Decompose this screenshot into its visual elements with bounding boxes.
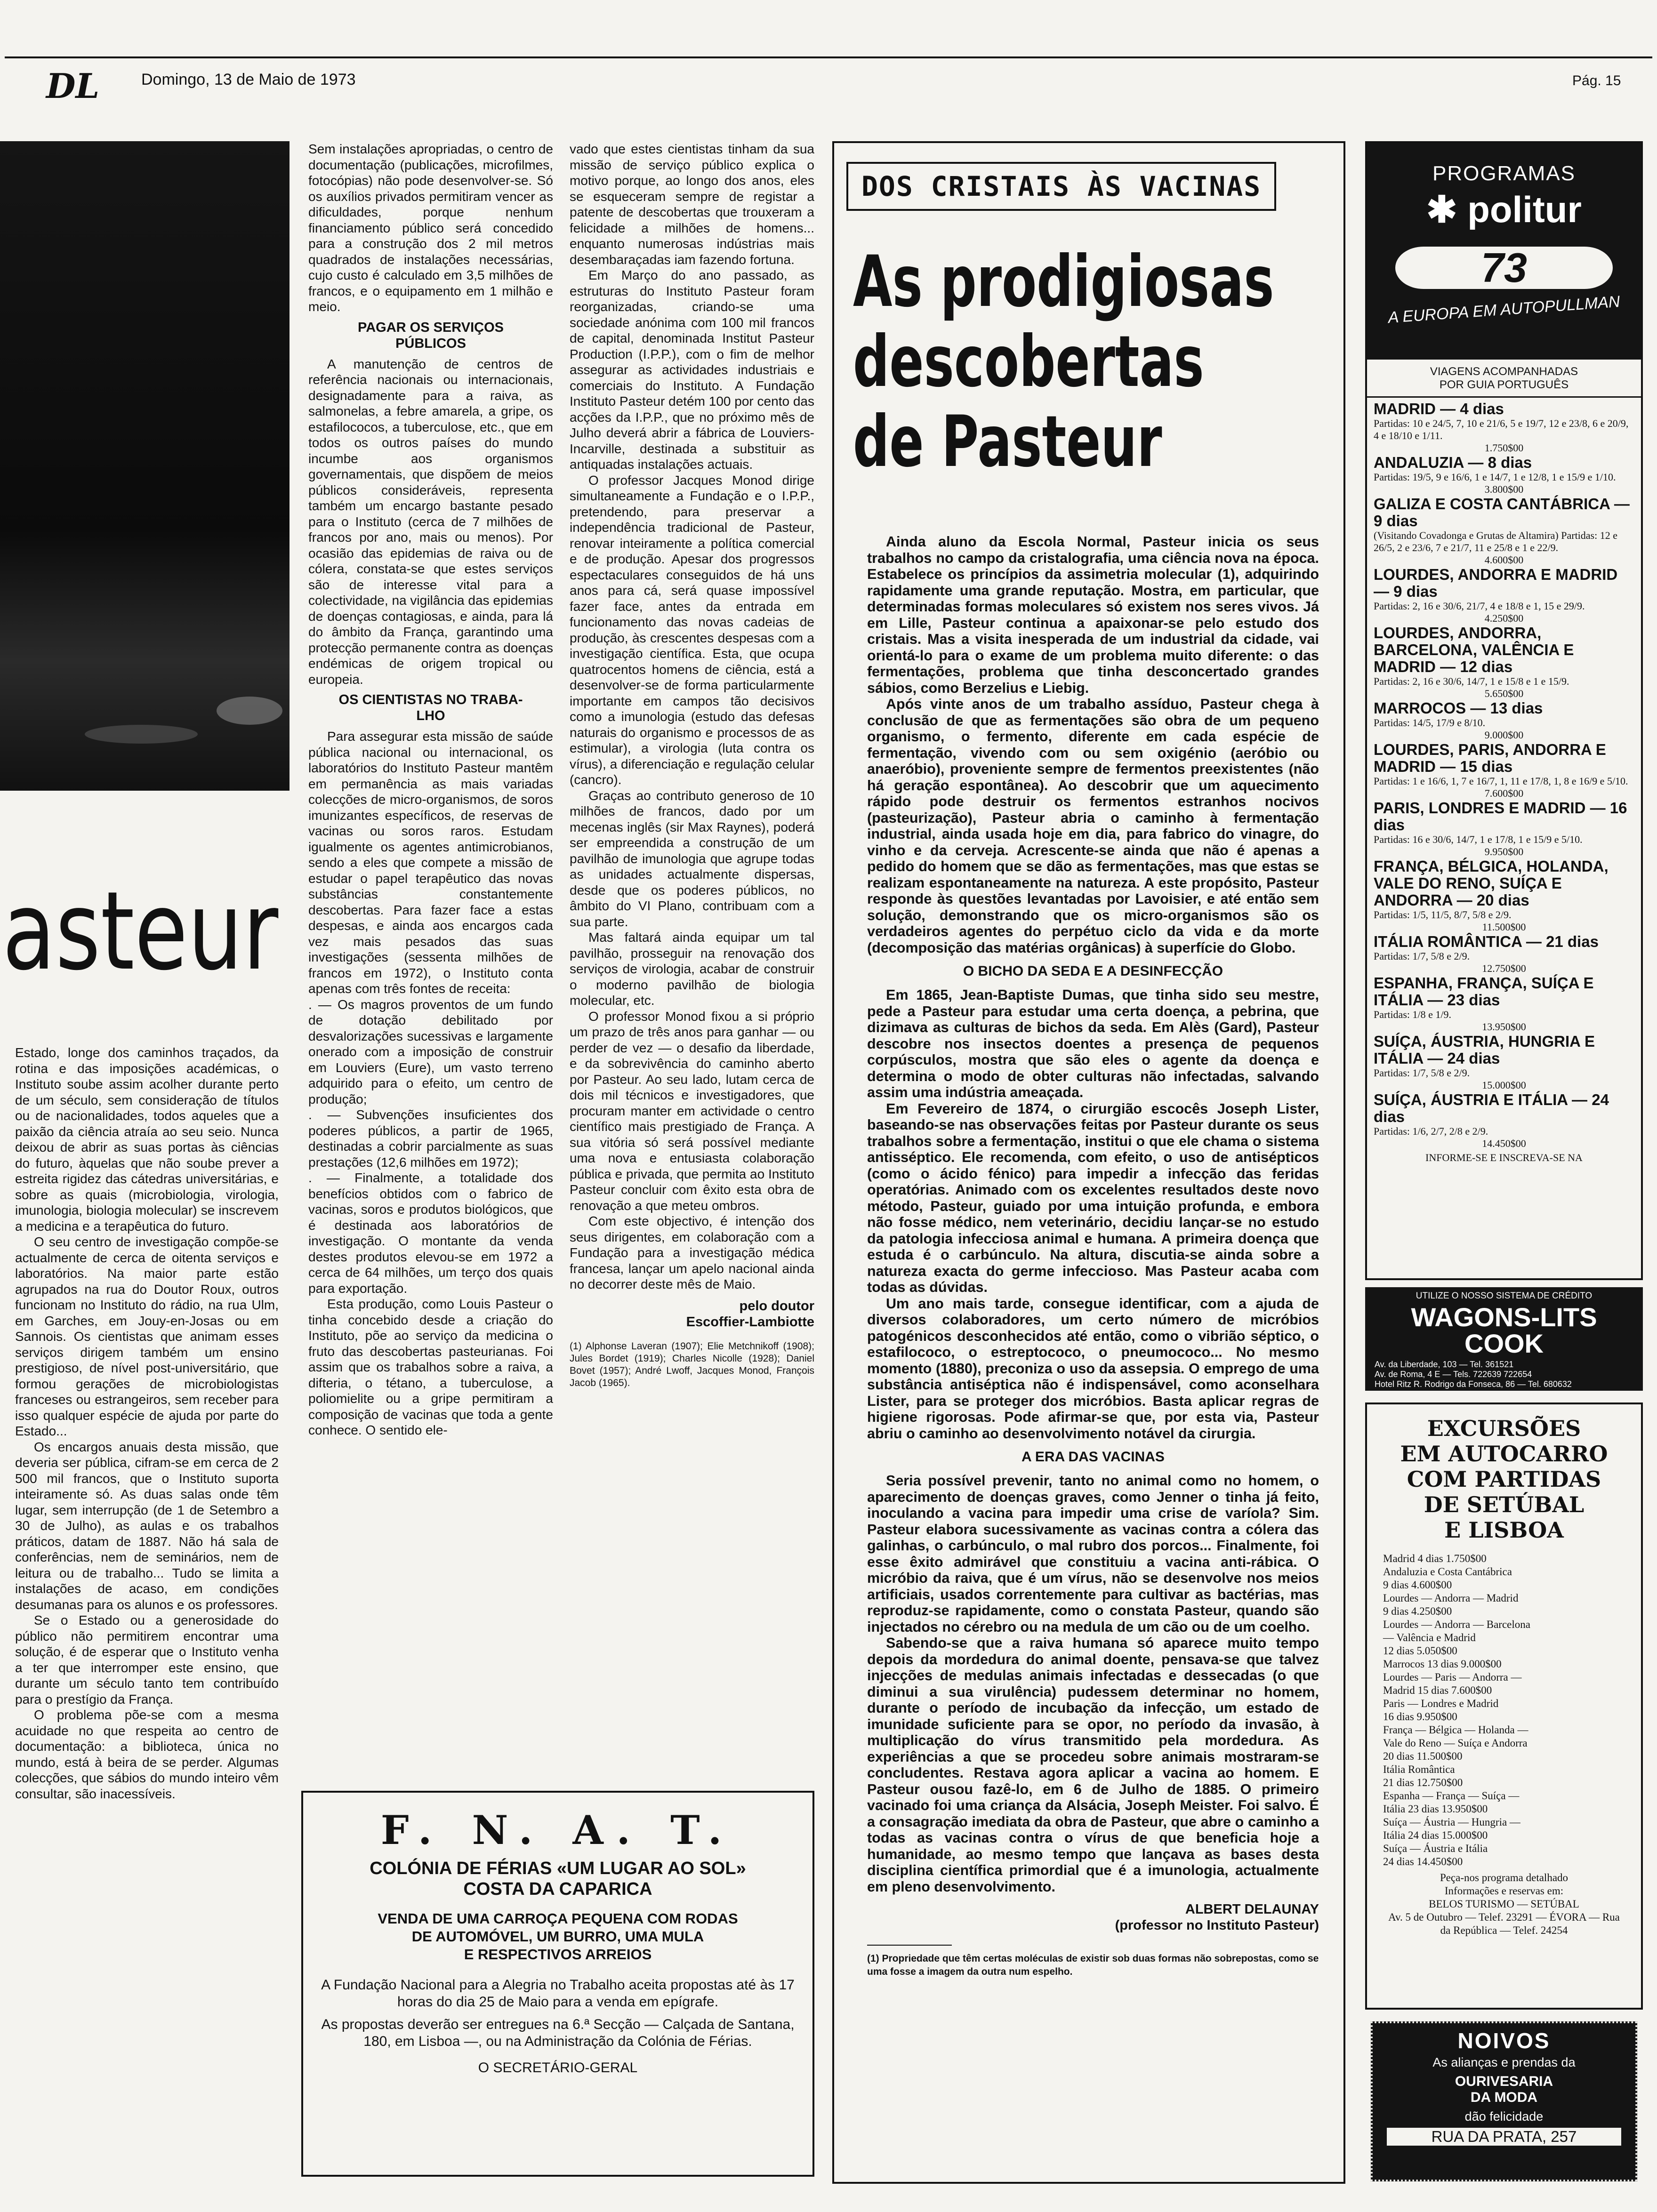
byline: pelo doutor Escoffier-Lambiotte	[686, 1298, 814, 1330]
paragraph: O professor Jacques Monod dirige simultaneamente a Fundação e o I.P.P., pretendendo, para preservar a independência tradicional de Pasteur, renovar inteiramente a política comercial e de produção. Apesar dos progressos espectaculares conseguidos de há uns anos para cá, será quase impossível fazer face, antes da entrada em funcionamento das novas cadeias de produção, às crescentes despesas com a investigação científica. Esta, que ocupa quatrocentos homens de ciência, está a desenvolver-se de forma particularmente importante em campos tão decisivos como a imunologia (estudo das defesas naturais do organismo e processos de as estimular), a virologia (luta contra os vírus), a diferenciação e regulação celular (cancro).	[570, 473, 814, 787]
kicker: DOS CRISTAIS ÀS VACINAS	[861, 170, 1262, 202]
wagons-brand: WAGONS-LITS	[1411, 1302, 1597, 1332]
column-2	[308, 141, 553, 1438]
excursion-row: Marrocos 13 dias 9.000$00	[1383, 1658, 1502, 1670]
paragraph: Se o Estado ou a generosidade do público não permitirem encontrar uma solução, é de esperar que o Instituto venha a ter que interromper este ensino, que durante um século tanto tem contribuído para o prestígio da França.	[15, 1613, 279, 1707]
trip-name: PARIS, LONDRES E MADRID — 16 dias	[1374, 799, 1627, 834]
trip-dates: Partidas: 2, 16 e 30/6, 21/7, 4 e 18/8 e 1, 15 e 29/9.	[1374, 600, 1585, 612]
excursoes-title: EXCURSÕES EM AUTOCARRO COM PARTIDAS DE SETÚBAL E LISBOA	[1400, 1416, 1608, 1543]
trip-price: 4.250$00	[1484, 612, 1524, 624]
noivos-shop: OURIVESARIA DA MODA	[1455, 2074, 1553, 2105]
trip-price: 14.450$00	[1482, 1138, 1526, 1149]
trip-name: GALIZA E COSTA CANTÁBRICA — 9 dias	[1374, 495, 1630, 529]
fnat-signature: O SECRETÁRIO-GERAL	[478, 2060, 638, 2076]
column-3	[570, 141, 814, 1389]
headline-fragment: asteur	[2, 869, 279, 994]
trip-price: 13.950$00	[1482, 1021, 1526, 1033]
trip-dates: Partidas: 16 e 30/6, 14/7, 1 e 17/8, 1 e 15/9 e 5/10.	[1374, 834, 1583, 845]
trip-price: 4.600$00	[1484, 554, 1524, 566]
trip-dates: Partidas: 2, 16 e 30/6, 14/7, 1 e 15/8 e 1 e 15/9.	[1374, 675, 1569, 687]
wagons-lits-ad	[1365, 1287, 1643, 1391]
trip-price: 15.000$00	[1482, 1079, 1526, 1091]
column-1	[15, 1045, 279, 1802]
page-number: Pág. 15	[1572, 73, 1621, 88]
trip-item	[1374, 858, 1634, 933]
paragraph: Em Março do ano passado, as estruturas do Instituto Pasteur foram reorganizadas, criando-se uma sociedade anónima com 100 mil francos de capital, denominada Institut Pasteur Production (I.P.P.), com o fim de melhor assegurar as actividades industriais e comerciais do Instituto. A Fundação Instituto Pasteur detém 100 por cento das acções da I.P.P., que no próximo mês de Julho deverá abrir a fábrica de Louviers-Incarville, destinada a substituir as antiquadas instalações actuais.	[570, 268, 814, 472]
paragraph: Sabendo-se que a raiva humana só aparece muito tempo depois da mordedura do animal doente, pensava-se que talvez injecções de medulas animais infectadas e dessecadas (o que diminui a sua virulência) pudessem determinar no homem, durante o período de incubação da infecção, um estado de imunidade suficiente para se opor, no período da invasão, à multiplicação do vírus transmitido pela mordedura. As experiências a que se procedeu sobre animais mostraram-se concludentes. Restava agora aplicar a vacina ao homem. E Pasteur ousou fazê-lo, em 6 de Julho de 1885. O primeiro vacinado foi uma criança da Alsácia, Joseph Meister. Foi salvo. É a consagração imediata da obra de Pasteur, que abre o caminho a todas as vacinas contra o vírus de que beneficia hoje a humanidade, ao mesmo tempo que lançava as bases desta disciplina científica primordial que é a imunologia, actualmente em pleno desenvolvimento.	[867, 1635, 1319, 1895]
lead-paragraph: Ainda aluno da Escola Normal, Pasteur inicia os seus trabalhos no campo da cristalografia, uma ciência nova na época. Estabelece os princípios da assimetria molecular (1), adquirindo rapidamente uma grande reputação. Mostra, em particular, que determinadas formas moleculares só existem nos seres vivos. Já em Lille, Pasteur continua a apaixonar-se pelo estudo dos cristais. Mas a visita inesperada de um industrial da cidade, vai orientá-lo para o exame de um problema muito diferente: o das fermentações, problema que tinha desconcertado grandes sábios, como Berzelius e Liebig.	[867, 534, 1319, 696]
excursion-row: Lourdes — Andorra — Barcelona — Valência e Madrid 12 dias 5.050$00	[1383, 1619, 1530, 1657]
paragraph: Os encargos anuais desta missão, que deveria ser pública, cifram-se em cerca de 2 500 mil francos, que o Instituto suporta inteiramente só. As duas salas onde têm lugar, sem interrupção (de 1 de Setembro a 30 de Julho), as aulas e os trabalhos práticos, datam de 1887. Não há sala de conferências, nem de seminários, nem de leitura ou de trabalho... Tudo se limita a instalações de acaso, em condições desumanas para os alunos e os professores.	[15, 1439, 279, 1612]
wagons-top: UTILIZE O NOSSO SISTEMA DE CRÉDITO	[1416, 1291, 1593, 1301]
article-body	[867, 534, 1319, 1979]
excursion-row: Itália Romântica 21 dias 12.750$00	[1383, 1763, 1463, 1788]
paragraph: A manutenção de centros de referência nacionais ou internacionais, designadamente para a raiva, as salmonelas, a febre amarela, a gripe, os estafilococos, a tuberculose, etc., que em todos os outros países do mundo incumbe aos organismos governamentais, que dispõem de meios públicos consideráveis, representa também um encargo bastante pesado para o Instituto (cerca de 7 milhões de francos por ano, mais ou menos). Por ocasião das epidemias de raiva ou de cólera, constata-se que estes serviços são de interesse vital para a colectividade, na vigilância das epidemias de doenças contagiosas, e ainda, para lá do âmbito da França, garantindo uma protecção permanente contra as doenças endémicas de origem tropical ou europeia.	[308, 356, 553, 687]
issue-date: Domingo, 13 de Maio de 1973	[141, 71, 356, 88]
trip-dates: Partidas: 1/5, 11/5, 8/7, 5/8 e 2/9.	[1374, 909, 1512, 921]
subheading: A ERA DAS VACINAS	[1022, 1449, 1165, 1465]
paragraph: . — Subvenções insuficientes dos poderes públicos, a partir de 1965, destinadas a cobrir parcialmente as suas prestações (12,6 milhões em 1972);	[308, 1107, 553, 1170]
wagons-address: Av. de Roma, 4 E — Tels. 722639 722654	[1375, 1370, 1532, 1379]
trip-dates: Partidas: 1 e 16/6, 1, 7 e 16/7, 1, 11 e 17/8, 1, 8 e 16/9 e 5/10.	[1374, 775, 1628, 787]
paragraph: . — Os magros proventos de um fundo de dotação debilitado por desvalorizações sucessivas e largamente onerado com a imposição de construir em Louviers (Eure), um vasto terreno adquirido para o efeito, um centro de produção;	[308, 997, 553, 1106]
fnat-ad	[301, 1791, 814, 2177]
trip-dates: Partidas: 10 e 24/5, 7, 10 e 21/6, 5 e 19/7, 12 e 23/8, 6 e 20/9, 4 e 18/10 e 1/11.	[1374, 417, 1629, 441]
trip-dates: (Visitando Covadonga e Grutas de Altamira) Partidas: 12 e 26/5, 2 e 23/6, 7 e 21/7, 11 e 25/8 e 1 e 22/9.	[1374, 529, 1617, 553]
subheading: O BICHO DA SEDA E A DESINFECÇÃO	[963, 963, 1223, 979]
newspaper-logo: DL	[46, 66, 100, 106]
politur-footer: INFORME-SE E INSCREVA-SE NA	[1425, 1152, 1583, 1163]
politur-sub: VIAGENS ACOMPANHADAS POR GUIA PORTUGUÊS	[1430, 365, 1578, 391]
noivos-text: As alianças e prendas da	[1432, 2055, 1576, 2069]
trip-price: 7.600$00	[1484, 787, 1524, 799]
trip-price: 9.950$00	[1484, 846, 1524, 858]
trip-dates: Partidas: 1/7, 5/8 e 2/9.	[1374, 1067, 1470, 1079]
year-badge: 73	[1395, 247, 1613, 289]
trip-item	[1374, 975, 1634, 1033]
trip-item	[1374, 401, 1634, 454]
pasteur-article	[832, 141, 1345, 2184]
brand-name: politur	[1467, 189, 1582, 230]
trip-name: FRANÇA, BÉLGICA, HOLANDA, VALE DO RENO, SUÍÇA E ANDORRA — 20 dias	[1374, 858, 1609, 909]
trip-item	[1374, 454, 1634, 496]
footnote: (1) Propriedade que têm certas moléculas de existir sob duas formas não sobrepostas, como se uma fosse a imagem da outra num espelho.	[867, 1953, 1319, 1977]
headline: As prodigiosas descobertas de Pasteur	[853, 241, 1274, 483]
trip-dates: Partidas: 19/5, 9 e 16/6, 1 e 14/7, 1 e 12/8, 1 e 15/9 e 1/10.	[1374, 471, 1616, 483]
paragraph: Sem instalações apropriadas, o centro de documentação (publicações, microfilmes, fotocópias) não pode desenvolver-se. Só os auxílios privados permitiram vencer as dificuldades, porque nenhum financiamento público será concedido para a construção dos 2 mil metros quadrados de instalações necessárias, cujo custo é calculado em 3,5 milhões de francos, e o equipamento em 1 milhão e meio.	[308, 142, 553, 314]
paragraph: Com este objectivo, é intenção dos seus dirigentes, em colaboração com a Fundação para a investigação médica francesa, lançar um apelo nacional ainda no decorrer deste mês de Maio.	[570, 1214, 814, 1291]
paragraph: . — Finalmente, a totalidade dos benefícios obtidos com o fabrico de vacinas, soros e produtos biológicos, que é destinada aos laboratórios de investigação. O montante da venda destes produtos elevou-se em 1972 a cerca de 64 milhões, um terço dos quais para exportação.	[308, 1170, 553, 1296]
noivos-text: dão felicidade	[1464, 2109, 1544, 2124]
wagons-address: Av. da Liberdade, 103 — Tel. 361521	[1375, 1360, 1514, 1369]
author-name: ALBERT DELAUNAY	[1185, 1902, 1319, 1917]
slogan: A EUROPA EM AUTOPULLMAN	[1387, 292, 1621, 327]
noivos-ad	[1371, 2021, 1637, 2181]
trip-dates: Partidas: 1/6, 2/7, 2/8 e 2/9.	[1374, 1125, 1488, 1137]
fnat-heading: COLÓNIA DE FÉRIAS «UM LUGAR AO SOL»	[370, 1859, 746, 1878]
paragraph: Seria possível prevenir, tanto no animal como no homem, o aparecimento de doenças graves, como Jenner o tinha já feito, inoculando a vacina para impedir uma crise de varíola? Sim. Pasteur elabora sucessivamente as vacinas contra a cólera das galinhas, o carbúnculo, o mal rubro dos porcos... Finalmente, foi esse êxito admirável que constituiu a vacina anti-rábica. O micróbio da raiva, que é um vírus, não se desenvolve nos meios artificiais, usados correntemente para cultivar as bactérias, mas reproduz-se rapidamente, como o constata Pasteur, quando são injectados no cérebro ou na medula de um cão ou de um coelho.	[867, 1473, 1319, 1635]
subheading: OS CIENTISTAS NO TRABA- LHO	[338, 692, 523, 723]
trip-name: ESPANHA, FRANÇA, SUÍÇA E ITÁLIA — 23 dias	[1374, 974, 1594, 1009]
kicker-box	[846, 162, 1276, 211]
trip-item	[1374, 566, 1634, 625]
programas-label: PROGRAMAS	[1432, 162, 1576, 185]
excursion-row: Lourdes — Andorra — Madrid 9 dias 4.250$00	[1383, 1592, 1519, 1617]
paragraph: vado que estes cientistas tinham da sua missão de serviço público explica o motivo porque, ao longo dos anos, eles se esqueceram sempre de registar a patente de descobertas que trouxeram a felicidade a milhões de homens... enquanto numerosas indústrias mais desembaraçadas iam fazendo fortuna.	[570, 142, 814, 267]
wagons-address: Hotel Ritz R. Rodrigo da Fonseca, 86 — Tel. 680632	[1375, 1379, 1572, 1389]
fnat-title: F. N. A. T.	[380, 1807, 735, 1853]
trip-price: 1.750$00	[1484, 442, 1524, 454]
trip-item	[1374, 625, 1634, 700]
paragraph: Mas faltará ainda equipar um tal pavilhão, prosseguir na renovação dos serviços de virologia, acabar de construir o moderno pavilhão de biologia molecular, etc.	[570, 930, 814, 1008]
fnat-paragraph: As propostas deverão ser entregues na 6.ª Secção — Calçada de Santana, 180, em Lisboa —, ou na Administração da Colónia de Férias.	[321, 2017, 795, 2049]
paragraph: Graças ao contributo generoso de 10 milhões de francos, dado por um mecenas inglês (sir Max Raynes), poderá ser empreendida a construção de um pavilhão de imunologia que agrupe todas as unidades actualmente dispersas, desde que os poderes públicos, no âmbito do VI Plano, contribuam com a sua parte.	[570, 788, 814, 929]
politur-ad	[1365, 141, 1643, 1280]
trip-name: LOURDES, ANDORRA E MADRID — 9 dias	[1374, 566, 1618, 600]
trip-item	[1374, 800, 1634, 858]
politur-list	[1367, 396, 1641, 1164]
trip-dates: Partidas: 1/7, 5/8 e 2/9.	[1374, 950, 1470, 962]
excursion-row: Andaluzia e Costa Cantábrica 9 dias 4.600$00	[1383, 1566, 1512, 1591]
excursoes-list	[1383, 1552, 1625, 1868]
paragraph: Em 1865, Jean-Baptiste Dumas, que tinha sido seu mestre, pede a Pasteur para estudar uma certa doença, a pebrina, que dizimava as culturas de bichos da seda. Em Alès (Gard), Pasteur descobre nos insectos doentes a presença de pequenos corpúsculos, mostra que são eles o agente da doença e determina o modo de obter culturas não infectadas, salvando assim uma indústria ameaçada.	[867, 987, 1319, 1100]
fnat-heading: COSTA DA CAPARICA	[463, 1879, 652, 1899]
author-role: (professor no Instituto Pasteur)	[1115, 1918, 1319, 1933]
excursion-row: Paris — Londres e Madrid 16 dias 9.950$00	[1383, 1698, 1499, 1723]
paragraph: O professor Monod fixou a si próprio um prazo de três anos para ganhar — ou perder de vez — o desafio da liberdade, e da sobrevivência do caminho aberto por Pasteur. Ao seu lado, lutam cerca de dois mil técnicos e investigadores, que procuram manter em actividade o centro científico mais prestigiado de França. A sua vitória só será possível mediante uma nova e entusiasta colaboração pública e privada, que permita ao Instituto Pasteur concluir com êxito esta obra de renovação a que meteu ombros.	[570, 1009, 814, 1213]
excursion-row: França — Bélgica — Holanda — Vale do Reno — Suíça e Andorra 20 dias 11.500$00	[1383, 1724, 1528, 1762]
trip-price: 11.500$00	[1482, 921, 1526, 933]
fnat-paragraph: A Fundação Nacional para a Alegria no Trabalho aceita propostas até às 17 horas do dia 25 de Maio para a venda em epígrafe.	[321, 1977, 795, 2010]
subheading: PAGAR OS SERVIÇOS PÚBLICOS	[358, 320, 504, 351]
trip-price: 12.750$00	[1482, 962, 1526, 974]
excursion-row: Lourdes — Paris — Andorra — Madrid 15 dias 7.600$00	[1383, 1671, 1522, 1696]
trip-item	[1374, 700, 1634, 741]
trip-item	[1374, 741, 1634, 800]
footnote: (1) Alphonse Laveran (1907); Elie Metchnikoff (1908); Jules Bordet (1919); Charles Nicolle (1928); Daniel Bovet (1957); André Lwoff, Jacques Monod, François Jacob (1965).	[570, 1340, 814, 1388]
excursoes-ad	[1365, 1403, 1643, 2010]
paragraph: Em Fevereiro de 1874, o cirurgião escocês Joseph Lister, baseando-se nas observações feitas por Pasteur durante os seus trabalhos sobre a fermentação, institui o que ele chama o sistema antisséptico. Ele recomenda, com efeito, o uso de antisépticos (como o ácido fénico) para impedir a infecção das feridas operatórias. Animado com os excelentes resultados deste novo método, Pasteur, guiado por uma intuição profunda, e embora não fosse médico, nem veterinário, decidiu lançar-se no estudo da patologia infecciosa animal e humana. A primeira doença que estuda é o carbúnculo. Na altura, discutia-se ainda sobre a natureza exacta do germe infeccioso. Mas Pasteur acaba com todas as dúvidas.	[867, 1100, 1319, 1295]
trip-price: 3.800$00	[1484, 483, 1524, 495]
trip-item	[1374, 1033, 1634, 1091]
politur-banner	[1367, 143, 1641, 360]
trip-name: SUÍÇA, ÁUSTRIA, HUNGRIA E ITÁLIA — 24 dias	[1374, 1033, 1595, 1067]
trip-name: ITÁLIA ROMÂNTICA — 21 dias	[1374, 933, 1599, 950]
trip-item	[1374, 1091, 1634, 1150]
excursion-row: Suíça — Áustria — Hungria — Itália 24 dias 15.000$00	[1383, 1816, 1520, 1841]
trip-item	[1374, 933, 1634, 975]
trip-name: MADRID — 4 dias	[1374, 400, 1504, 417]
noivos-address: RUA DA PRATA, 257	[1387, 2128, 1621, 2146]
trip-item	[1374, 496, 1634, 566]
paragraph: Esta produção, como Louis Pasteur o tinha concebido desde a criação do Instituto, põe ao serviço da medicina o fruto das descobertas pasteurianas. Foi assim que os trabalhos sobre a raiva, a difteria, o tétano, a tuberculose, a poliomielite ou a gripe permitiram a composição de vacinas que toda a gente conhece. O sentido ele-	[308, 1297, 553, 1437]
paragraph: Um ano mais tarde, consegue identificar, com a ajuda de diversos colaboradores, um certo número de micróbios patogénicos desconhecidos até então, como o vibrião séptico, o estafilococo, o estreptococo, o pneumococo... No mesmo momento (1880), preconiza o uso da assepsia. O emprego de uma substância antiséptica não é indispensável, como aconselhara Lister, para se proteger dos micróbios. Basta aplicar regras de higiene rigorosas. Pode afirmar-se que, por esta via, Pasteur abriu o caminho ao desenvolvimento notável da cirurgia.	[867, 1295, 1319, 1442]
trip-name: ANDALUZIA — 8 dias	[1374, 454, 1532, 471]
paragraph: Para assegurar esta missão de saúde pública nacional ou internacional, os laboratórios do Instituto Pasteur mantêm em permanência as mais variadas colecções de micro-organismos, de soros imunizantes específicos, de reservas de vacinas ou soros raros. Estudam igualmente os agentes antimicrobianos, sendo a eles que compete a missão de estudar o papel terapêutico das novas substâncias constantemente descobertas. Para fazer face a estas despesas, e ainda aos encargos cada vez mais pesados das suas investigações (sessenta milhões de francos em 1972), o Instituto conta apenas com três fontes de receita:	[308, 729, 553, 996]
lead-paragraph: Após vinte anos de um trabalho assíduo, Pasteur chega à conclusão de que as fermentações são obra de um pequeno organismo, o fermento, diferente em cada espécie de fermentação, vivendo com ou sem oxigénio (aeróbio ou anaeróbio), proveniente sempre de fermentos preexistentes (não há geração espontânea). Ao descobrir que um aquecimento rápido pode destruir os fermentos estranhos nocivos (pasteurização), Pasteur abria o caminho à fermentação industrial, ainda usada hoje em dia, para fabrico do vinagre, do vinho e da cerveja. Acrescente-se ainda que não é apenas a pedido do homem que se dão as fermentações, mas que estas se realizam espontaneamente na natureza. A este propósito, Pasteur responde às questões levantadas por Lavoisier, e até então sem solução, demonstrando que os micro-organismos são os verdadeiros agentes do perpétuo ciclo da vida e da morte (decomposição das matérias orgânicas) à superfície do Globo.	[867, 696, 1319, 956]
fnat-heading: VENDA DE UMA CARROÇA PEQUENA COM RODAS DE AUTOMÓVEL, UM BURRO, UMA MULA E RESPECTIVOS ARREIOS	[378, 1910, 738, 1963]
excursion-row: Madrid 4 dias 1.750$00	[1383, 1553, 1487, 1564]
trip-price: 9.000$00	[1484, 729, 1524, 741]
excursion-row: Suíça — Áustria e Itália 24 dias 14.450$00	[1383, 1843, 1488, 1867]
photo-pasteur	[0, 141, 290, 791]
wagons-brand: COOK	[1464, 1329, 1544, 1358]
paragraph: O seu centro de investigação compõe-se actualmente de cerca de oitenta serviços e laboratórios. Na maior parte estão agrupados na rua do Doutor Roux, outros funcionam no Instituto do rádio, na rua Ulm, em Garches, em Jouy-en-Josas ou em Sannois. Os cientistas que animam esses serviços dirigem também um ensino prestigioso, de nível post-universitário, que formou gerações de microbiologistas franceses ou estrangeiros, sem receber para isso qualquer espécie de ajuda por parte do Estado...	[15, 1234, 279, 1438]
paragraph: O problema põe-se com a mesma acuidade no que respeita ao centro de documentação: a biblioteca, única no mundo, está à beira de se perder. Algumas colecções, que sábios do mundo inteiro vêm consultar, são inacessíveis.	[15, 1707, 279, 1801]
excursion-row: Espanha — França — Suíça — Itália 23 dias 13.950$00	[1383, 1790, 1520, 1815]
excursoes-footer: Peça-nos programa detalhado Informações e reservas em: BELOS TURISMO — SETÚBAL Av. 5 de Outubro — Telef. 23291 — ÉVORA — Rua da República — Telef. 24254	[1388, 1872, 1620, 1936]
header-rule	[5, 56, 1652, 58]
trip-dates: Partidas: 14/5, 17/9 e 8/10.	[1374, 717, 1486, 729]
paragraph: Estado, longe dos caminhos traçados, da rotina e das imposições académicas, o Instituto soube assim acolher durante perto de um século, sem consideração de títulos ou de nacionalidades, todos aqueles que a paixão da ciência atraía ao seu seio. Nunca deixou de abrir as suas portas às ciências do futuro, àquelas que não soube prever a estreita rigidez das cátedras universitárias, e sobre as quais (microbiologia, virologia, imunologia, biologia molecular) se inscrevem a medicina e a terapêutica do futuro.	[15, 1045, 279, 1234]
trip-name: SUÍÇA, ÁUSTRIA E ITÁLIA — 24 dias	[1374, 1091, 1609, 1125]
noivos-title: NOIVOS	[1457, 2028, 1551, 2053]
trip-price: 5.650$00	[1484, 688, 1524, 699]
trip-dates: Partidas: 1/8 e 1/9.	[1374, 1009, 1451, 1020]
politur-brand: ✱ politur	[1426, 189, 1582, 230]
trip-name: LOURDES, ANDORRA, BARCELONA, VALÊNCIA E MADRID — 12 dias	[1374, 624, 1574, 675]
trip-name: MARROCOS — 13 dias	[1374, 699, 1543, 717]
trip-name: LOURDES, PARIS, ANDORRA E MADRID — 15 dias	[1374, 741, 1606, 775]
